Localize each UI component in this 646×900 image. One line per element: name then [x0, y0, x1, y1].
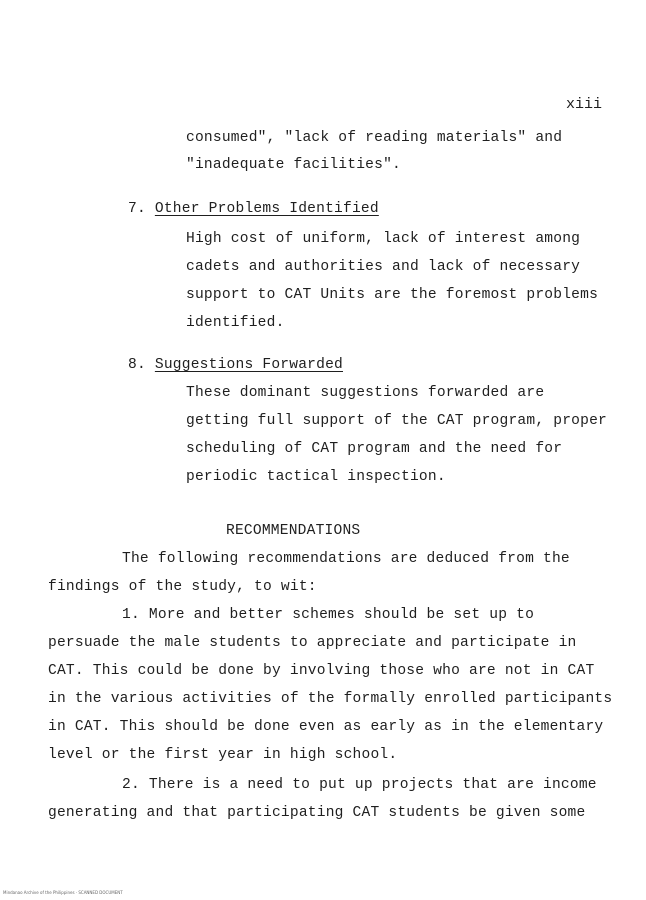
page-number: xiii: [565, 96, 602, 113]
section-title: Other Problems Identified: [154, 201, 379, 217]
text-line: persuade the male students to appreciate and participate in: [48, 635, 577, 651]
text-line: cadets and authorities and lack of necessary: [186, 259, 581, 275]
text-line: identified.: [186, 315, 285, 331]
recommendations-heading: RECOMMENDATIONS: [226, 523, 361, 539]
section-title: Suggestions Forwarded: [154, 357, 343, 373]
text-line: High cost of uniform, lack of interest among: [186, 231, 581, 247]
text-line: getting full support of the CAT program, proper: [186, 413, 608, 429]
text-line: The following recommendations are deduced from the: [122, 551, 570, 567]
text-line: These dominant suggestions forwarded are: [186, 385, 545, 401]
scan-footer: Mindanao Archive of the Philippines · SCANNED DOCUMENT: [3, 890, 123, 895]
text-line: findings of the study, to wit:: [48, 579, 317, 595]
text-line: support to CAT Units are the foremost problems: [186, 287, 599, 303]
text-line: "inadequate facilities".: [186, 157, 401, 173]
text-line: in the various activities of the formally enrolled participants: [48, 691, 613, 707]
text-line: scheduling of CAT program and the need for: [186, 441, 563, 457]
text-line: 2. There is a need to put up projects that are income: [122, 777, 597, 793]
text-line: level or the first year in high school.: [48, 747, 398, 763]
text-line: CAT. This could be done by involving those who are not in CAT: [48, 663, 595, 679]
section-8-heading: [128, 356, 343, 374]
text-line: 1. More and better schemes should be set up to: [122, 607, 535, 623]
text-line: generating and that participating CAT students be given some: [48, 805, 586, 821]
text-line: consumed", "lack of reading materials" and: [186, 130, 563, 146]
section-number: 8.: [128, 357, 155, 373]
section-7-heading: [128, 200, 379, 218]
section-number: 7.: [128, 201, 155, 217]
text-line: periodic tactical inspection.: [186, 469, 446, 485]
text-line: in CAT. This should be done even as early as in the elementary: [48, 719, 604, 735]
